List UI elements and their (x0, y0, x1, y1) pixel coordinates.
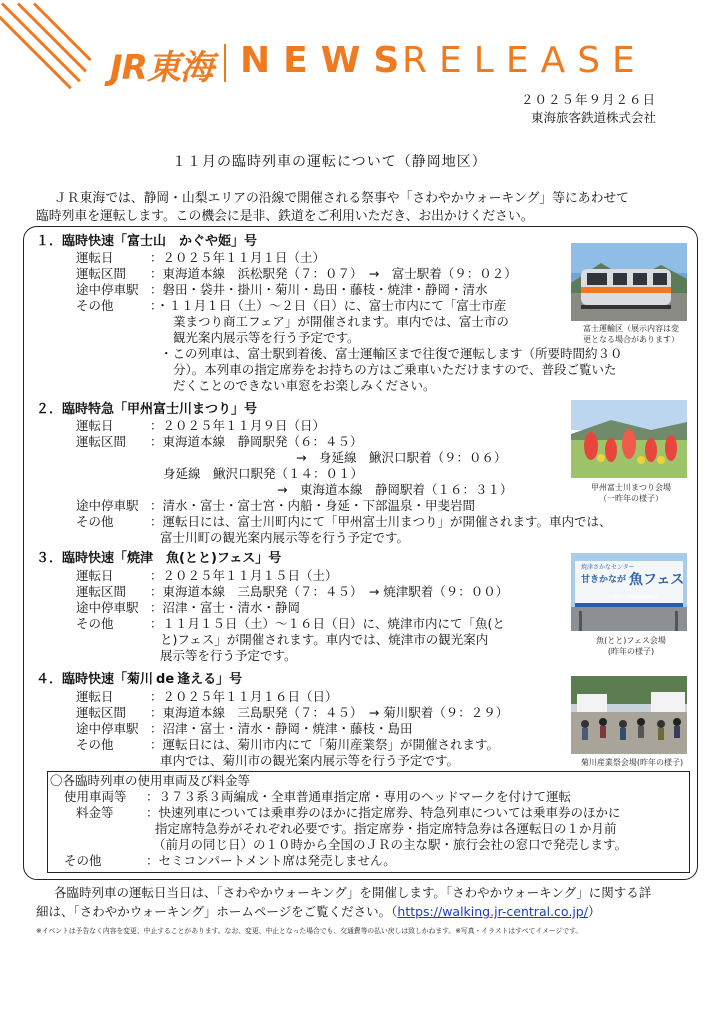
s2-other-2: 富士川町の観光案内展示等を行う予定です。 (160, 530, 410, 545)
s1-other-3: 観光案内展示等を行う予定です。 (173, 330, 360, 345)
s3-caption-2: (昨年の様子) (607, 647, 655, 656)
s1-label-date: 運転日 (76, 250, 114, 265)
fish-fes-sign-main: 魚フェス (629, 572, 685, 588)
s1-other-5: 分）。本列車の指定席券をお持ちの方はご乗車いただけますので、普段ご覧いた (173, 362, 617, 377)
fish-fes-sign-small: 焼津さかなセンター (581, 564, 635, 571)
header-news: NEWS (240, 40, 413, 81)
section-4-heading (36, 672, 242, 688)
section-1-heading: １．臨時快速「富士山 かぐや姫」号 (36, 234, 258, 249)
intro-line-1: ＪＲ東海では、静岡・山梨エリアの沿線で開催される祭事や「さわやかウォーキング」等にあわせて (54, 191, 629, 206)
release-date: ２０２５年９月２６日 (521, 92, 657, 107)
fish-fes-entrance: 入場口 / ENTRANCE (607, 595, 659, 601)
s1-caption-1: 富士運輸区（展示内容は変 (583, 324, 679, 333)
s3-other-1: ：１１月１５日（土）～１６日（日）に、焼津市内にて「魚(と (150, 616, 505, 631)
fare-text-2: 指定席特急券がそれぞれ必要です。指定席券・指定席特急券は各運転日の１か月前 (155, 821, 617, 836)
s2-other-1: ：運転日には、富士川町内にて「甲州富士川まつり」が開催されます。車内では、 (150, 514, 612, 529)
fare-vehicle: ：３７３系３両編成・全車普通車指定席・専用のヘッドマークを付けて運転 (146, 789, 572, 804)
s4-other-2: 車内では、菊川市の観光案内展示等を行う予定です。 (160, 753, 460, 768)
stripe (1, 2, 81, 82)
fish-fes-photo (571, 553, 687, 631)
s2-caption-2: （一昨年の様子） (599, 494, 663, 503)
fare-text-3: （前月の同じ日）の１０時から全国のＪＲの主な駅・旅行会社の窓口で発売します。 (153, 837, 628, 852)
s1-label-stops: 途中停車駅 (76, 282, 139, 297)
fare-label-vehicle: 使用車両等 (64, 789, 127, 804)
s3-caption-1: 魚(とと)フェス会場 (596, 636, 666, 645)
s3-label-stops: 途中停車駅 (76, 600, 139, 615)
s4-label-date: 運転日 (76, 689, 114, 704)
header-release: RELEASE (402, 40, 647, 81)
stripe (17, 2, 87, 72)
fare-label-other: その他 (64, 853, 102, 868)
fare-heading: 〇各臨時列車の使用車両及び料金等 (50, 773, 251, 788)
s4-heading-de: de (156, 672, 175, 687)
s2-label-stops: 途中停車駅 (76, 498, 139, 513)
s3-label-route: 運転区間 (76, 584, 127, 599)
s2-date: ：２０２５年１１月９日（日） (150, 418, 326, 433)
intro-line-2: 臨時列車を運転します。この機会に是非、鉄道をご利用いただき、お出かけください。 (36, 209, 534, 224)
s1-label-route: 運転区間 (76, 266, 127, 281)
festival-photo (571, 400, 687, 478)
s4-stops: ：沼津・富士・清水・静岡・焼津・藤枝・島田 (150, 721, 413, 736)
s3-route: ：東海道本線 三島駅発（７：４５） → 焼津駅着（９：００） (150, 584, 509, 599)
walking-url-link[interactable]: https://walking.jr-central.co.jp/ (397, 904, 588, 919)
s1-stops: ：磐田・袋井・掛川・菊川・島田・藤枝・焼津・静岡・清水 (150, 282, 488, 297)
footer-line-2-text: 細は、「さわやかウォーキング」ホームページをご覧ください。（ (36, 904, 398, 919)
s1-date: ：２０２５年１１月１日（土） (150, 250, 326, 265)
s1-other-4: ・この列車は、富士駅到着後、富士運輸区まで往復で運転します（所要時間約３０ (160, 346, 623, 361)
s4-route: ：東海道本線 三島駅発（７：４５） → 菊川駅着（９：２９） (150, 705, 509, 720)
industry-fest-image (571, 676, 687, 754)
train-image (571, 243, 687, 321)
fare-text-1: ：快速列車については乗車券のほかに指定席券、特急列車については乗車券のほかに (146, 805, 621, 820)
s4-heading-pre: ４．臨時快速「菊川 (36, 672, 154, 687)
fare-label-fare: 料金等 (76, 805, 114, 820)
s4-label-stops: 途中停車駅 (76, 721, 139, 736)
s4-heading-post: 逢える」号 (177, 672, 243, 687)
s4-other-1: ：運転日には、菊川市内にて「菊川産業祭」が開催されます。 (150, 737, 500, 752)
s2-label-route: 運転区間 (76, 434, 127, 449)
footer-note: ※イベントは予告なく内容を変更、中止することがあります。なお、変更、中止となった場合でも、交通費等の払い戻しは致しかねます。※写真・イラストはすべてイメージです。 (36, 927, 583, 935)
s3-label-date: 運転日 (76, 568, 114, 583)
header-divider (224, 44, 226, 82)
s1-label-other: その他 (76, 298, 114, 313)
industry-fest-photo (571, 676, 687, 754)
s1-other-2: 業まつり商工フェア」が開催されます。車内では、富士市の (173, 314, 509, 329)
s3-other-3: 展示等を行う予定です。 (160, 648, 297, 663)
s2-route-3: 身延線 鰍沢口駅発（１４：０１） (163, 466, 364, 481)
s1-other-1: ：・１１月１日（土）～２日（日）に、富士市内にて「富士市産 (150, 298, 507, 313)
s2-route-4: → 東海道本線 静岡駅着（１６：３１） (277, 482, 513, 497)
s4-label-other: その他 (76, 737, 114, 752)
section-2-heading: ２．臨時特急「甲州富士川まつり」号 (36, 402, 258, 417)
footer-line-1: 各臨時列車の運転日当日は、「さわやかウォーキング」を開催します。「さわやかウォーキング」に関する詳 (54, 885, 652, 900)
s2-route: ：東海道本線 静岡駅発（６：４５） (150, 434, 363, 449)
company-name: 東海旅客鉄道株式会社 (531, 110, 657, 125)
s2-label-date: 運転日 (76, 418, 114, 433)
s1-route: ：東海道本線 浜松駅発（７：０７） → 富士駅着（９：０２） (150, 266, 517, 281)
s1-caption-2: 更となる場合があります） (583, 335, 679, 344)
s4-caption: 菊川産業祭会場(昨年の様子) (580, 758, 684, 767)
stripe (33, 2, 92, 61)
fare-other: ：セミコンパートメント席は発売しません。 (146, 853, 396, 868)
s2-label-other: その他 (76, 514, 114, 529)
s2-route-2: → 身延線 鰍沢口駅着（９：０６） (296, 450, 507, 465)
s3-other-2: と)フェス」が開催されます。車内では、焼津市の観光案内 (160, 632, 489, 647)
s4-label-route: 運転区間 (76, 705, 127, 720)
section-3-heading: ３．臨時快速「焼津 魚(とと)フェス」号 (36, 551, 282, 566)
fish-fes-sign-sub: 甘きかなが (581, 575, 627, 585)
s1-other-6: だくことのできない車窓をお楽しみください。 (173, 378, 436, 393)
train-photo (571, 243, 687, 321)
s4-date: ：２０２５年１１月１６日（日） (150, 689, 338, 704)
s2-stops: ：清水・富士・富士宮・内船・身延・下部温泉・甲斐岩間 (150, 498, 476, 513)
s3-stops: ：沼津・富士・清水・静岡 (150, 600, 301, 615)
festival-image (571, 400, 687, 478)
jr-central-logo: JR東海 (110, 48, 213, 88)
footer-line-2-end: ） (587, 904, 601, 919)
footer-line-2 (36, 904, 600, 920)
s2-caption-1: 甲州富士川まつり会場 (591, 483, 671, 492)
s3-date: ：２０２５年１１月１５日（土） (150, 568, 338, 583)
s3-label-other: その他 (76, 616, 114, 631)
page-title: １１月の臨時列車の運転について（静岡地区） (172, 154, 487, 170)
